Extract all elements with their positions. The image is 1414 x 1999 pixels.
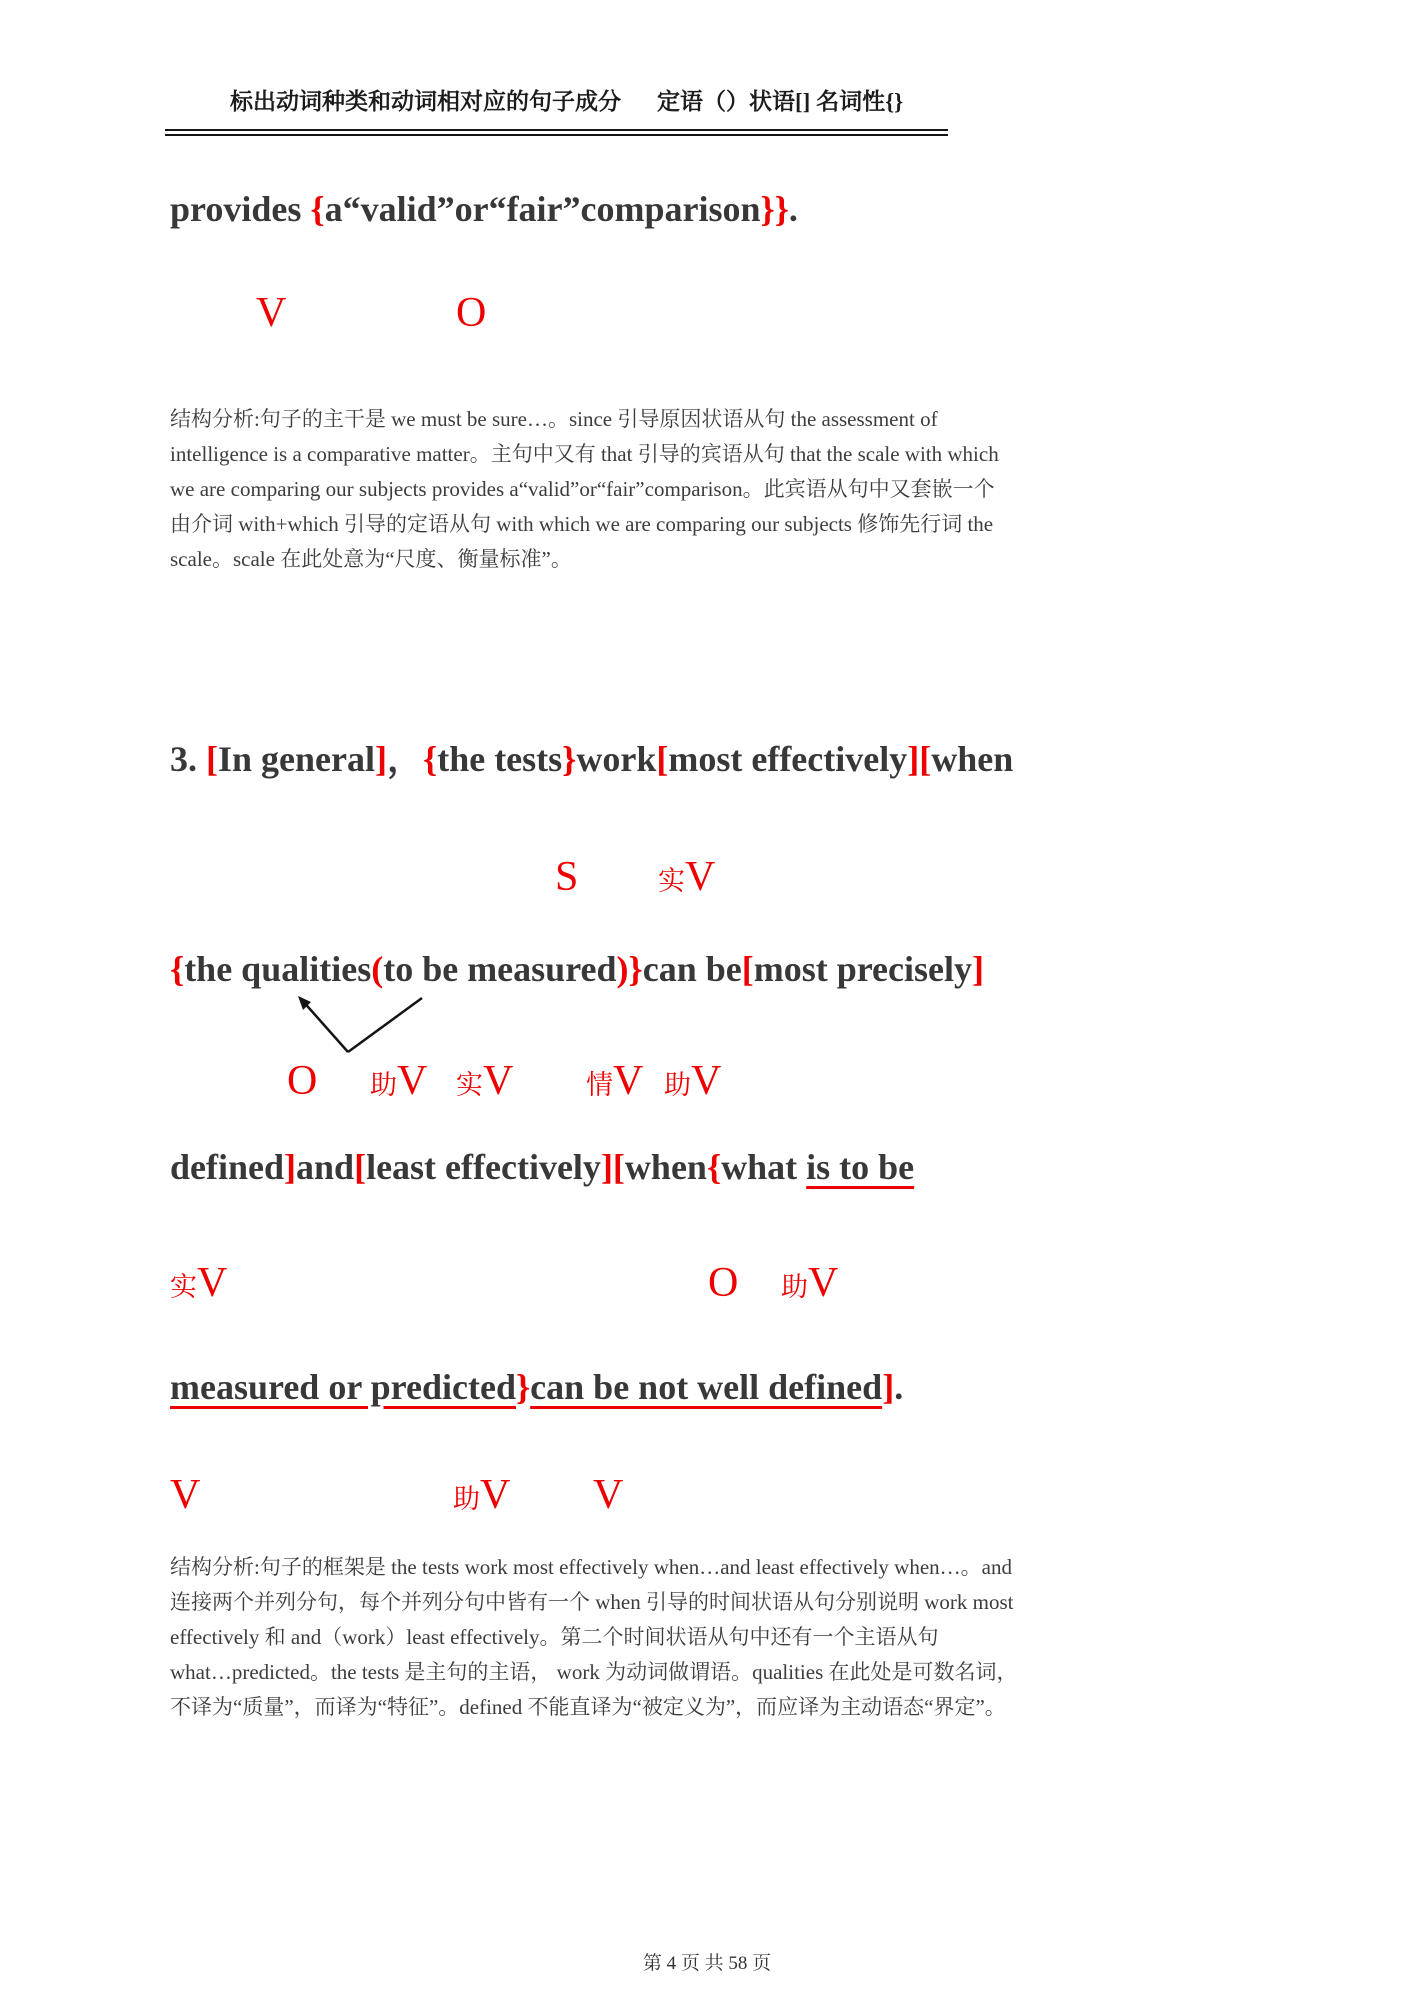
sentence-segment: [ xyxy=(354,1147,367,1187)
marker-letter: V xyxy=(593,1472,624,1518)
sentence-segment: most effectively xyxy=(668,739,908,779)
marker-letter: V xyxy=(480,1472,511,1518)
marker-letter: V xyxy=(613,1058,644,1104)
analysis-line: 结构分析:句子的框架是 the tests work most effectively when…and least effectively when…。and xyxy=(170,1555,1012,1579)
sentence-segment: ( xyxy=(371,949,384,989)
sentence-segment: }} xyxy=(760,189,789,229)
sentence-segment: . xyxy=(788,189,798,229)
sentence-segment: when xyxy=(624,1147,707,1187)
marker-prefix: 实 xyxy=(658,866,685,896)
sentence-segment: { xyxy=(310,189,325,229)
sentence-segment: can be xyxy=(642,949,742,989)
sentence-segment: ][ xyxy=(907,739,932,779)
marker-letter: V xyxy=(808,1260,839,1306)
analysis-line: 连接两个并列分句，每个并列分句中皆有一个 when 引导的时间状语从句分别说明 work most xyxy=(170,1590,1014,1614)
analysis-line: what…predicted。the tests 是主句的主语， work 为动词做谓语。qualities 在此处是可数名词， xyxy=(170,1660,1018,1684)
marker-prefix: 实 xyxy=(456,1070,483,1100)
marker-letter: V xyxy=(256,290,287,336)
sentence-segment: ] xyxy=(882,1367,895,1407)
sentence-segment: { xyxy=(170,949,185,989)
marker-verb xyxy=(170,1474,200,1516)
sentence-segment: [ xyxy=(741,949,754,989)
analysis-line: 由介词 with+which 引导的定语从句 with which we are comparing our subjects 修饰先行词 the xyxy=(170,512,994,536)
sentence-segment: [ xyxy=(656,739,669,779)
header-divider xyxy=(165,129,948,136)
marker-prefix: 助 xyxy=(453,1484,480,1514)
marker-lexical-verb xyxy=(170,1262,227,1304)
marker-modal-verb xyxy=(586,1060,643,1102)
sentence-segment: work xyxy=(576,739,657,779)
marker-letter: V xyxy=(483,1058,514,1104)
marker-subject xyxy=(555,856,578,898)
marker-prefix: 助 xyxy=(370,1070,397,1100)
header-left-title: 标出动词种类和动词相对应的句子成分 xyxy=(230,89,621,114)
sentence-segment: . xyxy=(894,1367,904,1407)
marker-letter: O xyxy=(456,290,487,336)
sentence-segment: to be measured xyxy=(383,949,617,989)
marker-letter: O xyxy=(287,1058,318,1104)
sentence-segment: the qualities xyxy=(184,949,372,989)
structure-analysis-1 xyxy=(170,402,999,577)
sentence-1 xyxy=(170,188,798,231)
marker-letter: O xyxy=(708,1260,739,1306)
sentence-segment: provides xyxy=(170,189,311,229)
sentence-segment: is to be xyxy=(806,1147,915,1187)
sentence-segment: measured or predicted xyxy=(170,1367,516,1407)
marker-auxiliary-verb xyxy=(370,1060,427,1102)
sentence-segment: ， xyxy=(387,739,424,779)
sentence-segment: defined xyxy=(170,1147,285,1187)
analysis-line: scale。scale 在此处意为“尺度、衡量标准”。 xyxy=(170,547,572,571)
marker-verb xyxy=(593,1474,623,1516)
sentence-segment: a“valid”or“fair”comparison xyxy=(324,189,761,229)
sentence-segment: the tests xyxy=(437,739,563,779)
marker-prefix: 实 xyxy=(170,1272,197,1302)
sentence-segment: most precisely xyxy=(753,949,973,989)
sentence-segment: 3. xyxy=(170,739,206,779)
marker-auxiliary-verb xyxy=(664,1060,721,1102)
marker-prefix: 情 xyxy=(586,1070,613,1100)
sentence-segment: } xyxy=(562,739,577,779)
sentence-segment: ][ xyxy=(600,1147,625,1187)
marker-lexical-verb xyxy=(456,1060,513,1102)
sentence-segment: { xyxy=(423,739,438,779)
sentence-segment: least effectively xyxy=(366,1147,601,1187)
marker-auxiliary-verb xyxy=(781,1262,838,1304)
sentence-segment: [ xyxy=(206,739,218,779)
analysis-line: we are comparing our subjects provides a“valid”or“fair”comparison。此宾语从句中又套嵌一个 xyxy=(170,477,995,501)
analysis-line: intelligence is a comparative matter。主句中又有 that 引导的宾语从句 that the scale with which xyxy=(170,442,999,466)
marker-letter: S xyxy=(555,854,579,900)
sentence-segment: ] xyxy=(972,949,985,989)
sentence-segment: { xyxy=(706,1147,722,1187)
sentence-3-line-1 xyxy=(170,738,1013,781)
analysis-line: effectively 和 and（work）least effectively。第二个时间状语从句中还有一个主语从句 xyxy=(170,1625,939,1649)
page-number: 第 4 页 共 58 页 xyxy=(642,1953,772,1974)
sentence-3-line-2 xyxy=(170,948,984,991)
analysis-line: 不译为“质量”，而译为“特征”。defined 不能直译为“被定义为”，而应译为主动语态“界定”。 xyxy=(170,1695,1006,1719)
sentence-3-line-3 xyxy=(170,1146,914,1189)
sentence-segment: and xyxy=(296,1147,355,1187)
structure-analysis-2 xyxy=(170,1550,1018,1725)
marker-object xyxy=(456,292,486,334)
marker-prefix: 助 xyxy=(664,1070,691,1100)
marker-lexical-verb xyxy=(658,856,715,898)
sentence-segment: can be not well defined xyxy=(530,1367,883,1407)
marker-object xyxy=(708,1262,738,1304)
marker-verb xyxy=(256,292,286,334)
header-right-legend: 定语（）状语[] 名词性{} xyxy=(657,89,904,114)
marker-letter: V xyxy=(685,854,716,900)
marker-auxiliary-verb xyxy=(453,1474,510,1516)
annotation-arrow xyxy=(270,988,440,1060)
sentence-segment: ] xyxy=(375,739,387,779)
marker-letter: V xyxy=(397,1058,428,1104)
sentence-3-line-4 xyxy=(170,1366,903,1409)
marker-letter: V xyxy=(197,1260,228,1306)
sentence-segment: ] xyxy=(284,1147,297,1187)
sentence-segment: In general xyxy=(218,739,375,779)
sentence-segment: )} xyxy=(616,949,643,989)
sentence-segment: } xyxy=(515,1367,531,1407)
sentence-segment: when xyxy=(931,739,1014,779)
marker-letter: V xyxy=(691,1058,722,1104)
marker-letter: V xyxy=(170,1472,201,1518)
analysis-line: 结构分析:句子的主干是 we must be sure…。since 引导原因状语从句 the assessment of xyxy=(170,407,938,431)
marker-prefix: 助 xyxy=(781,1272,808,1302)
marker-object xyxy=(287,1060,317,1102)
sentence-segment: what xyxy=(721,1147,807,1187)
